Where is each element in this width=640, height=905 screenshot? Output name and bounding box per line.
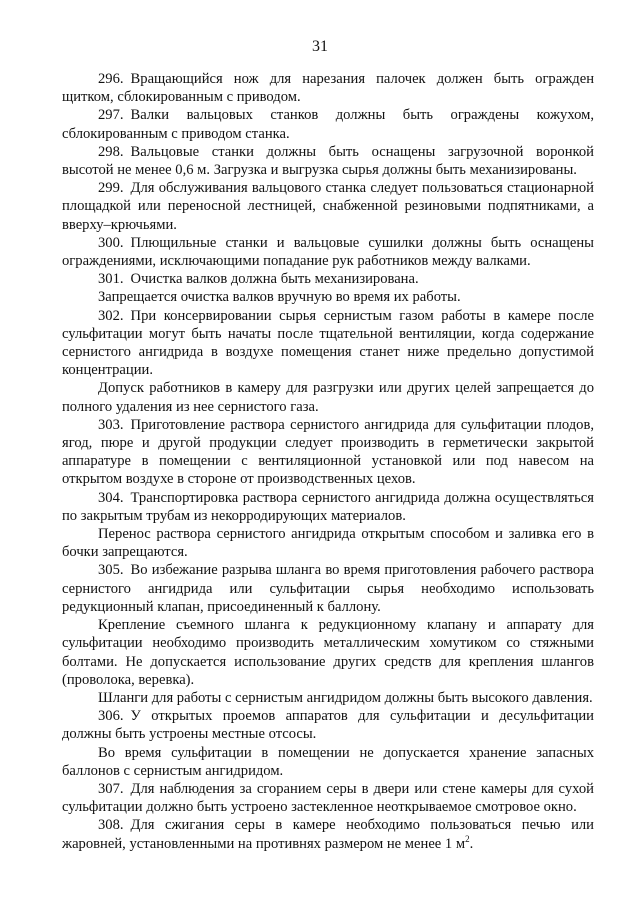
paragraph-text: Вальцовые станки должны быть оснащены загрузочной воронкой высотой не менее 0,6 м. Загрузка и выгрузка сырья должны быть механизированы. (62, 143, 594, 179)
paragraph-297 (62, 106, 594, 142)
paragraph-308 (62, 816, 594, 852)
paragraph-text: Перенос раствора сернистого ангидрида открытым способом и заливка его в бочки запрещаются. (62, 526, 594, 561)
page-number: 31 (312, 38, 328, 55)
paragraph-number: 307. (98, 780, 124, 797)
paragraph-307 (62, 780, 594, 816)
paragraph-text: Допуск работников в камеру для разгрузки или других целей запрещается до полного удаления из нее сернистого газа. (62, 380, 594, 415)
paragraph-304-continuation (62, 525, 594, 561)
paragraph-303 (62, 416, 594, 489)
paragraph-text: Для наблюдения за сгоранием серы в двери или стене камеры для сухой сульфитации должно быть устроено застекленное неоткрываемое смотровое окно. (62, 780, 594, 816)
paragraph-number: 300. (98, 234, 124, 251)
paragraph-number: 298. (98, 143, 124, 160)
paragraph-304 (62, 489, 594, 525)
paragraph-number: 306. (98, 708, 124, 725)
paragraph-number: 299. (98, 180, 124, 197)
paragraph-text: Валки вальцовых станков должны быть ограждены кожухом, сблокированным с приводом станка. (62, 107, 594, 142)
paragraph-number: 308. (98, 817, 124, 834)
paragraph-300 (62, 234, 594, 270)
paragraph-text: Транспортировка раствора сернистого ангидрида должна осуществляться по закрытым трубам из некорродирующих материалов. (62, 489, 594, 524)
paragraph-text: Для обслуживания вальцового станка следует пользоваться стационарной площадкой или переносной лестницей, снабженной резиновыми подпятниками, а вверху–крючьями. (62, 180, 594, 233)
paragraph-301 (62, 270, 594, 288)
paragraph-text: Крепление съемного шланга к редукционному клапану и аппарату для сульфитации необходимо производить металлическим хомутиком со стяжными болтами. Не допускается использование других средств для крепления шлангов (проволока, веревка). (62, 617, 594, 688)
paragraph-305-continuation-2 (62, 689, 594, 707)
paragraph-text: При консервировании сырья сернистым газом работы в камере после сульфитации могут быть начаты после тщательной вентиляции, когда содержание сернистого ангидрида в воздухе помещения станет ниже предельно допустимой концентрации. (62, 307, 594, 379)
paragraph-number: 297. (98, 107, 124, 124)
document-body (62, 70, 594, 853)
paragraph-302-continuation (62, 379, 594, 415)
paragraph-text: Приготовление раствора сернистого ангидрида для сульфитации плодов, ягод, пюре и другой продукции следует производить в герметически закрытой аппаратуре в помещении с вентиляционной установкой или под навесом на открытом воздухе в стороне от производственных цехов. (62, 416, 594, 488)
paragraph-299 (62, 179, 594, 234)
superscript: 2 (465, 833, 470, 844)
paragraph-298 (62, 143, 594, 179)
paragraph-tail: . (469, 835, 474, 852)
paragraph-296 (62, 70, 594, 106)
paragraph-text: Плющильные станки и вальцовые сушилки должны быть оснащены ограждениями, исключающими попадание рук работников между валками. (62, 234, 594, 270)
paragraph-text: Во время сульфитации в помещении не допускается хранение запасных баллонов с сернистым ангидридом. (62, 744, 594, 779)
paragraph-number: 304. (98, 489, 124, 506)
paragraph-text: Для сжигания серы в камере необходимо пользоваться печью или жаровней, установленными на противнях размером не менее 1 м (62, 817, 594, 852)
paragraph-text: Запрещается очистка валков вручную во время их работы. (98, 289, 461, 306)
paragraph-number: 296. (98, 71, 124, 87)
paragraph-301-continuation (62, 288, 594, 306)
paragraph-306 (62, 707, 594, 743)
paragraph-number: 303. (98, 416, 124, 433)
paragraph-text: Шланги для работы с сернистым ангидридом должны быть высокого давления. (98, 689, 593, 706)
paragraph-text: Вращающийся нож для нарезания палочек должен быть огражден щитком, сблокированным с приводом. (62, 71, 594, 106)
paragraph-305-continuation-1 (62, 616, 594, 689)
paragraph-text: Во избежание разрыва шланга во время приготовления рабочего раствора сернистого ангидрида или сульфитации сырья необходимо использовать редукционный клапан, присоединенный к баллону. (62, 562, 594, 615)
paragraph-number: 305. (98, 562, 124, 579)
paragraph-number: 301. (98, 271, 124, 288)
paragraph-number: 302. (98, 307, 124, 324)
paragraph-text: У открытых проемов аппаратов для сульфитации и десульфитации должны быть устроены местные отсосы. (62, 708, 594, 743)
paragraph-text: Очистка валков должна быть механизирована. (130, 271, 419, 288)
paragraph-305 (62, 561, 594, 616)
paragraph-306-continuation (62, 744, 594, 780)
paragraph-302 (62, 307, 594, 380)
